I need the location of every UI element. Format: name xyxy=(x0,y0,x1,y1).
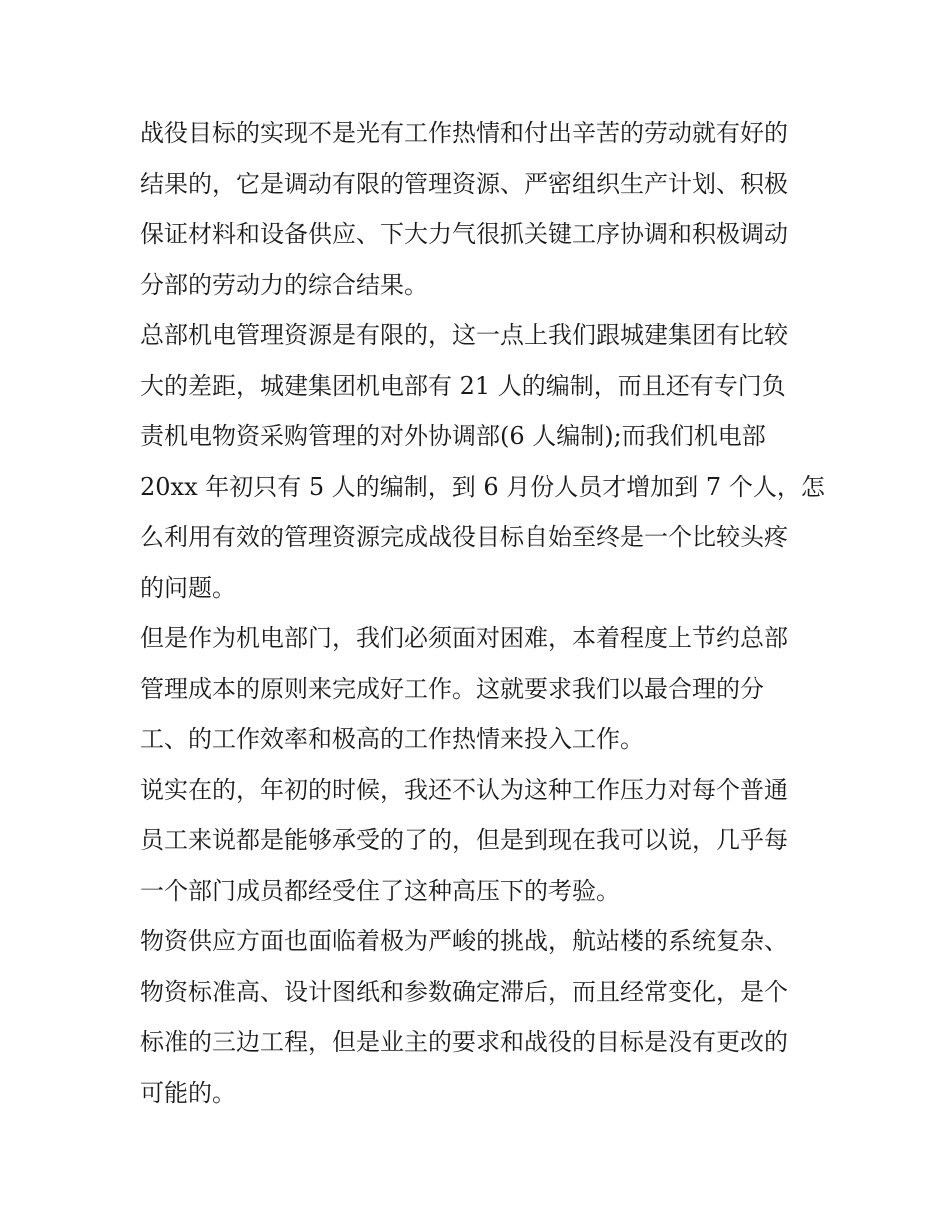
text-line: 保证材料和设备供应、下大力气很抓关键工序协调和积极调动 xyxy=(140,220,788,248)
paragraph-1 xyxy=(140,108,812,310)
text-line: 责机电物资采购管理的对外协调部(6 人编制);而我们机电部 xyxy=(140,422,766,450)
paragraph-5 xyxy=(140,916,812,1118)
text-line: 可能的。 xyxy=(140,1078,236,1107)
paragraph-2 xyxy=(140,310,825,613)
paragraph-3 xyxy=(140,613,812,765)
text-line: 的问题。 xyxy=(140,573,236,602)
text-line: 结果的，它是调动有限的管理资源、严密组织生产计划、积极 xyxy=(140,169,788,198)
text-line: 物资供应方面也面临着极为严峻的挑战，航站楼的系统复杂、 xyxy=(140,927,788,955)
text-line: 标准的三边工程，但是业主的要求和战役的目标是没有更改的 xyxy=(140,1028,788,1056)
text-line: 20xx 年初只有 5 人的编制，到 6 月份人员才增加到 7 个人，怎 xyxy=(140,472,825,501)
text-line: 分部的劳动力的综合结果。 xyxy=(140,270,428,299)
text-line: 工、的工作效率和极高的工作热情来投入工作。 xyxy=(140,725,644,753)
text-line: 总部机电管理资源是有限的，这一点上我们跟城建集团有比较 xyxy=(140,321,788,349)
text-line: 说实在的，年初的时候，我还不认为这种工作压力对每个普通 xyxy=(140,775,788,804)
paragraph-4 xyxy=(140,765,812,917)
text-line: 战役目标的实现不是光有工作热情和付出辛苦的劳动就有好的 xyxy=(140,119,788,147)
text-line: 么利用有效的管理资源完成战役目标自始至终是一个比较头疼 xyxy=(140,523,788,551)
text-line: 物资标准高、设计图纸和参数确定滞后，而且经常变化，是个 xyxy=(140,977,788,1006)
text-line: 大的差距，城建集团机电部有 21 人的编制，而且还有专门负 xyxy=(140,371,786,400)
text-line: 一个部门成员都经受住了这种高压下的考验。 xyxy=(140,876,620,905)
text-line: 管理成本的原则来完成好工作。这就要求我们以最合理的分 xyxy=(140,674,764,703)
text-line: 员工来说都是能够承受的了的，但是到现在我可以说，几乎每 xyxy=(140,826,788,854)
text-line: 但是作为机电部门，我们必须面对困难，本着程度上节约总部 xyxy=(140,624,788,652)
document-page xyxy=(140,108,825,1118)
